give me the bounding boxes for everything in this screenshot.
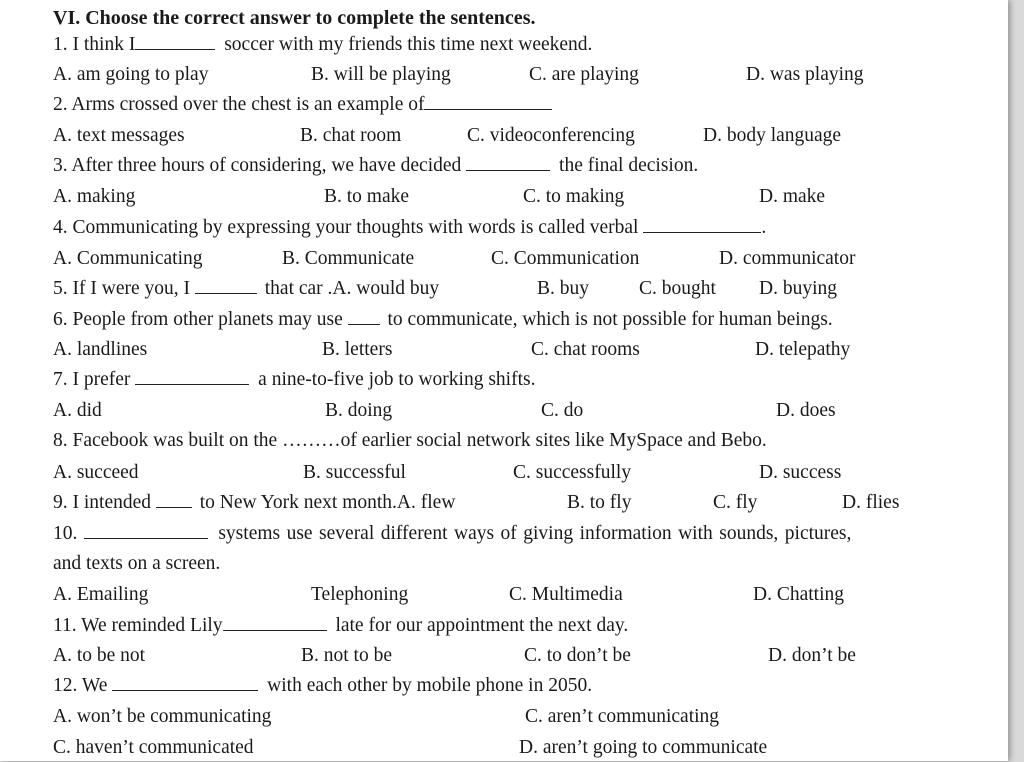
option-d[interactable]: D. don’t be <box>768 645 856 666</box>
option-b[interactable]: B. successful <box>303 462 406 483</box>
option-d[interactable]: D. flies <box>842 492 900 513</box>
question-text: 2. Arms crossed over the chest is an example of <box>53 94 425 115</box>
option-d[interactable]: D. success <box>759 462 842 483</box>
question-7 <box>53 366 535 394</box>
option-d[interactable]: D. Chatting <box>753 584 844 605</box>
answer-blank <box>156 489 192 508</box>
option-d[interactable]: D. buying <box>759 278 837 299</box>
answer-blank <box>424 91 552 110</box>
option-b[interactable]: B. not to be <box>301 645 392 666</box>
option-d[interactable]: D. was playing <box>746 64 864 85</box>
question-text: to New York next month.A. flew <box>199 492 456 513</box>
option-a[interactable]: A. making <box>53 186 136 207</box>
option-c[interactable]: C. chat rooms <box>531 339 640 360</box>
answer-blank <box>135 31 215 50</box>
option-b[interactable]: B. doing <box>325 400 393 421</box>
question-8 <box>53 427 767 455</box>
question-text: 12. We <box>53 675 108 696</box>
option-c[interactable]: C. fly <box>713 492 758 513</box>
option-b[interactable]: B. buy <box>537 278 590 299</box>
question-text: to communicate, which is not possible for human beings. <box>387 309 833 330</box>
option-a[interactable]: A. succeed <box>53 462 139 483</box>
question-text: 5. If I were you, I <box>53 278 190 299</box>
option-d[interactable]: D. communicator <box>719 248 856 269</box>
question-text: and texts on a screen. <box>53 553 221 574</box>
option-d[interactable]: D. make <box>759 186 826 207</box>
question-text: that car .A. would buy <box>264 278 440 299</box>
option-c[interactable]: C. successfully <box>513 462 632 483</box>
question-text: 11. We reminded Lily <box>53 615 223 636</box>
question-text: late for our appointment the next day. <box>335 615 629 636</box>
question-text: soccer with my friends this time next weekend. <box>224 34 593 55</box>
option-b[interactable]: B. to fly <box>567 492 632 513</box>
question-12 <box>53 672 592 700</box>
question-text: systems use several different ways of giving information with sounds, pictures, <box>218 523 852 544</box>
answer-blank <box>135 366 249 385</box>
question-text: . <box>761 217 767 238</box>
question-text: with each other by mobile phone in 2050. <box>267 675 593 696</box>
option-a[interactable]: A. won’t be communicating <box>53 706 272 727</box>
question-5 <box>53 275 837 303</box>
answer-blank <box>84 520 208 539</box>
option-c[interactable]: C. do <box>541 400 584 421</box>
option-a[interactable]: A. Emailing <box>53 584 149 605</box>
question-9 <box>53 489 900 517</box>
question-text: 6. People from other planets may use <box>53 309 343 330</box>
option-c[interactable]: C. to don’t be <box>524 645 631 666</box>
option-c[interactable]: C. are playing <box>529 64 639 85</box>
option-c[interactable]: C. Communication <box>491 248 640 269</box>
option-a[interactable]: A. to be not <box>53 645 146 666</box>
option-c[interactable]: C. videoconferencing <box>467 125 635 146</box>
option-c[interactable]: C. aren’t communicating <box>525 706 720 727</box>
question-text: 8. Facebook was built on the ………of earlier social network sites like MySpace and Bebo. <box>53 430 767 451</box>
question-text: the final decision. <box>559 155 699 176</box>
answer-blank <box>223 612 327 631</box>
question-text: a nine-to-five job to working shifts. <box>258 369 536 390</box>
option-b[interactable]: Telephoning <box>311 584 409 605</box>
option-c[interactable]: C. Multimedia <box>509 584 623 605</box>
option-a[interactable]: A. text messages <box>53 125 185 146</box>
question-2 <box>53 91 552 119</box>
option-c[interactable]: C. to making <box>523 186 625 207</box>
answer-blank <box>348 306 380 325</box>
option-a[interactable]: A. Communicating <box>53 248 203 269</box>
answer-blank <box>466 152 550 171</box>
question-text: 7. I prefer <box>53 369 131 390</box>
option-a[interactable]: A. am going to play <box>53 64 209 85</box>
question-11 <box>53 612 628 640</box>
option-d[interactable]: D. body language <box>703 125 842 146</box>
question-10-continuation <box>53 550 220 578</box>
option-a[interactable]: A. did <box>53 400 102 421</box>
option-b[interactable]: B. will be playing <box>311 64 451 85</box>
answer-blank <box>195 275 257 294</box>
option-b[interactable]: B. Communicate <box>282 248 415 269</box>
question-6 <box>53 306 833 334</box>
question-text: 1. I think I <box>53 34 136 55</box>
option-d[interactable]: D. does <box>776 400 836 421</box>
section-heading: VI. Choose the correct answer to complete the sentences. <box>53 7 536 29</box>
option-b[interactable]: B. to make <box>324 186 410 207</box>
question-text: 4. Communicating by expressing your thoughts with words is called verbal <box>53 217 639 238</box>
question-10 <box>53 520 851 548</box>
question-text: 10. <box>53 523 78 544</box>
option-c[interactable]: C. haven’t communicated <box>53 737 254 758</box>
question-3 <box>53 152 698 180</box>
option-d[interactable]: D. telepathy <box>755 339 851 360</box>
option-b[interactable]: B. letters <box>322 339 393 360</box>
option-a[interactable]: A. landlines <box>53 339 148 360</box>
question-text: 9. I intended <box>53 492 152 513</box>
option-c[interactable]: C. bought <box>639 278 716 299</box>
answer-blank <box>112 672 258 691</box>
option-d[interactable]: D. aren’t going to communicate <box>519 737 768 758</box>
question-1 <box>53 31 592 59</box>
answer-blank <box>643 214 761 233</box>
option-b[interactable]: B. chat room <box>300 125 402 146</box>
question-text: 3. After three hours of considering, we have decided <box>53 155 462 176</box>
question-4 <box>53 214 766 242</box>
